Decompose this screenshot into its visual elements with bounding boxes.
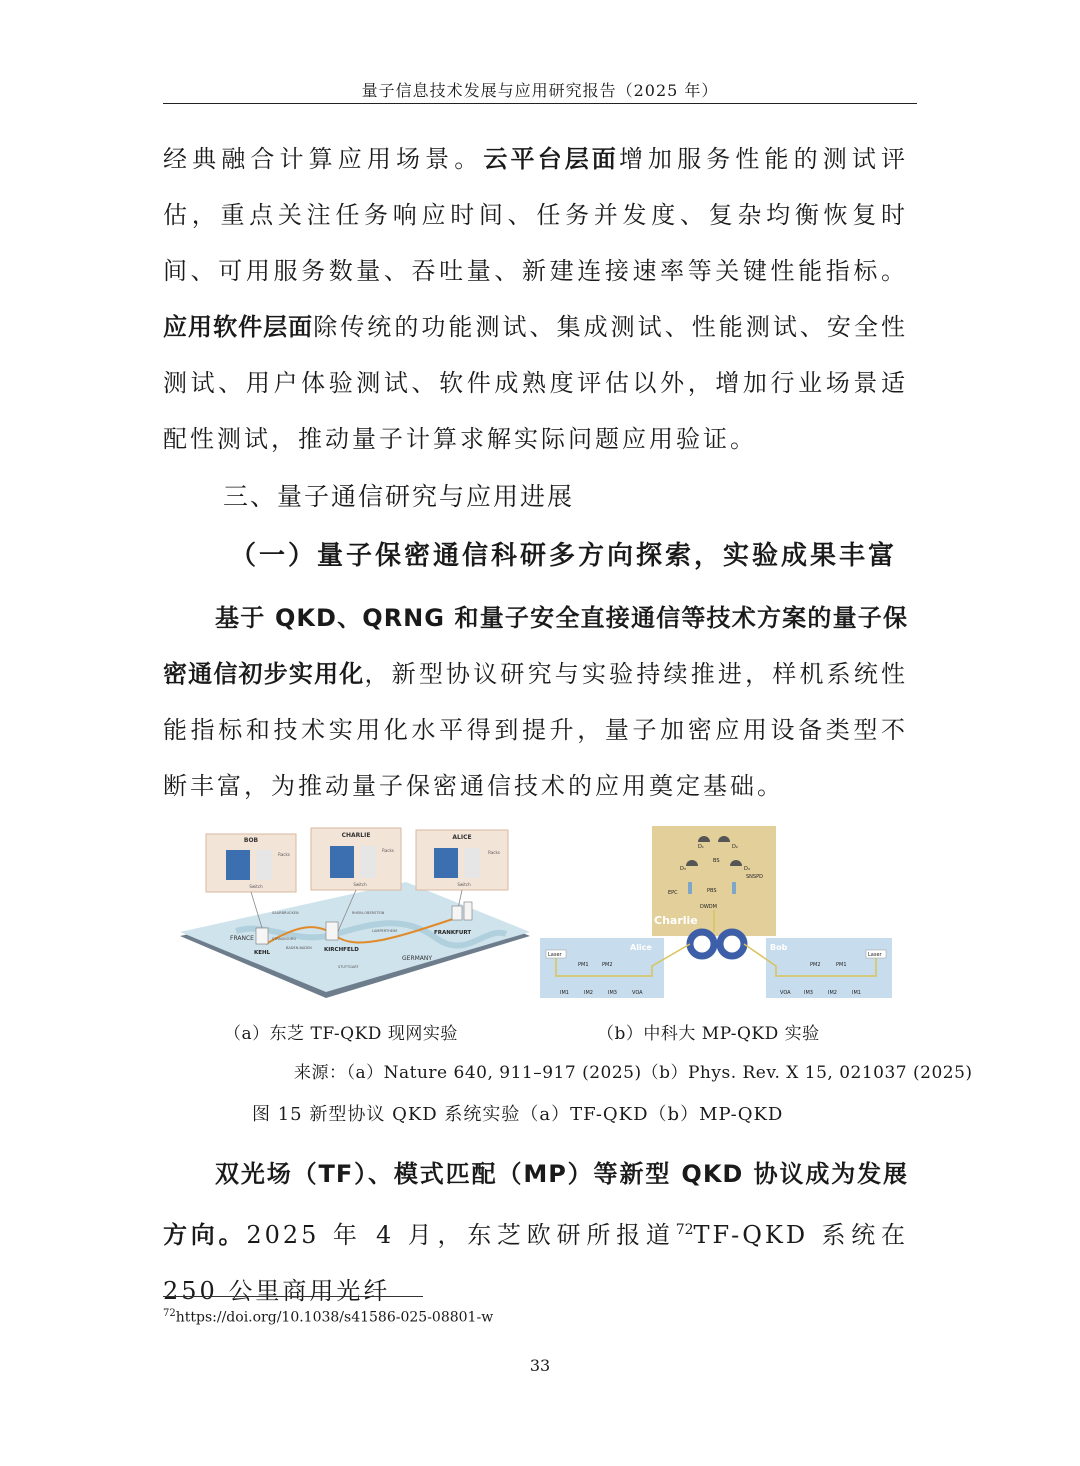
paragraph-2 — [163, 590, 908, 814]
figure-source: 来源：（a）Nature 640, 911–917 (2025)（b）Phys. Rev. X 15, 021037 (2025) — [294, 1063, 973, 1083]
footnote-number: 72 — [163, 1308, 176, 1319]
switch-label-charlie: Switch — [353, 882, 367, 887]
caption-b: （b）中科大 MP-QKD 实验 — [597, 1024, 820, 1044]
para1-bold-2: 应用软件层面 — [163, 313, 314, 341]
country-germany: GERMANY — [402, 955, 433, 962]
rack-label-alice: Racks — [488, 850, 500, 855]
para1-text-2: 增加服务性能的测试评估，重点关注任务响应时间、任务并发度、复杂均衡恢复时间、可用服务数量、吞吐量、新建连接速率等关键性能指标。 — [163, 145, 909, 285]
footnote — [163, 1308, 493, 1326]
page-number: 33 — [529, 1356, 551, 1375]
rack-label-charlie: Racks — [382, 848, 394, 853]
place-lampertheim: LAMPERTHEIM — [372, 929, 397, 933]
switch-label-alice: Switch — [457, 882, 471, 887]
figure-tf-qkd — [176, 826, 534, 1004]
city-frankfurt: FRANKFURT — [434, 930, 472, 936]
place-saarbrucken: SAARBRUCKEN — [272, 911, 299, 915]
node-bob-label: BOB — [243, 837, 259, 844]
alice-label: Alice — [630, 943, 652, 952]
para2-text: ，新型协议研究与实验持续推进，样机系统性能指标和技术实用化水平得到提升，量子加密应用设备类型不断丰富，为推动量子保密通信技术的应用奠定基础。 — [163, 660, 909, 800]
para3-text-2: TF-QKD 系统在 250 公里商用光纤 — [163, 1221, 909, 1305]
footnote-rule — [163, 1296, 423, 1297]
alice-pm1: PM1 — [578, 962, 589, 968]
para3-text-1: 2025 年 4 月，东芝欧研所报道 — [246, 1221, 676, 1249]
para2-bold: 基于 QKD、QRNG 和量子安全直接通信等技术方案的量子保密通信初步实用化 — [163, 604, 908, 688]
bob-pm1: PM1 — [836, 962, 847, 968]
component-dwdm: DWDM — [700, 904, 717, 910]
bob-label: Bob — [770, 943, 788, 952]
subsection-heading: （一）量子保密通信科研多方向探索，实验成果丰富 — [230, 541, 898, 571]
component-bs: BS — [713, 858, 720, 864]
alice-im2: IM2 — [584, 990, 593, 996]
alice-im3: IM3 — [608, 990, 617, 996]
bob-pm2: PM2 — [810, 962, 821, 968]
component-epc: EPC — [668, 890, 678, 896]
figure-mp-qkd — [540, 826, 902, 1004]
para1-text-1: 经典融合计算应用场景。 — [163, 145, 484, 173]
place-stuttgart: STUTTGART — [338, 965, 359, 969]
bob-im2: IM2 — [828, 990, 837, 996]
alice-laser-label: Laser — [548, 952, 562, 958]
alice-pm2: PM2 — [602, 962, 613, 968]
caption-a: （a）东芝 TF-QKD 现网实验 — [224, 1024, 458, 1044]
component-d1: D₁ — [698, 844, 704, 850]
bob-im1: IM1 — [852, 990, 861, 996]
component-pbs: PBS — [707, 888, 717, 894]
header-rule — [163, 103, 917, 104]
city-kehl: KEHL — [254, 950, 271, 956]
para1-text-3: 除传统的功能测试、集成测试、性能测试、安全性测试、用户体验测试、软件成熟度评估以外，增加行业场景适配性测试，推动量子计算求解实际问题应用验证。 — [163, 313, 909, 453]
para1-bold-1: 云平台层面 — [483, 145, 619, 173]
component-d4: D₄ — [744, 866, 750, 872]
section-heading: 三、量子通信研究与应用进展 — [223, 482, 575, 511]
component-d2: D₂ — [732, 844, 738, 850]
para3-bold: 双光场（TF）、模式匹配（MP）等新型 QKD 协议成为发展方向。 — [163, 1160, 908, 1249]
bob-voa: VOA — [780, 990, 791, 996]
bob-laser-label: Laser — [868, 952, 882, 958]
place-rhein-oberstein: RHEIN-OBERSTEIN — [352, 911, 385, 915]
bob-im3: IM3 — [804, 990, 813, 996]
charlie-label: Charlie — [654, 914, 698, 927]
component-d3: D₃ — [680, 866, 686, 872]
figure-title: 图 15 新型协议 QKD 系统实验（a）TF-QKD（b）MP-QKD — [252, 1104, 784, 1125]
node-alice-label: ALICE — [452, 834, 472, 841]
rack-label-bob: Racks — [278, 852, 290, 857]
paragraph-1 — [163, 131, 908, 467]
place-baden-baden: BADEN-BADEN — [286, 946, 312, 950]
country-france: FRANCE — [230, 935, 254, 942]
node-charlie-label: CHARLIE — [341, 832, 371, 839]
place-strasbourg: STRASBOURG — [272, 937, 297, 941]
page-header: 量子信息技术发展与应用研究报告（2025 年） — [361, 81, 719, 100]
paragraph-3 — [163, 1146, 908, 1319]
switch-label-bob: Switch — [249, 884, 263, 889]
city-kirchfeld: KIRCHFELD — [324, 947, 359, 953]
alice-im1: IM1 — [560, 990, 569, 996]
alice-voa: VOA — [632, 990, 643, 996]
footnote-ref[interactable]: 72 — [675, 1222, 694, 1238]
footnote-link[interactable]: https://doi.org/10.1038/s41586-025-08801-w — [175, 1309, 494, 1326]
component-snspd: SNSPD — [746, 874, 763, 880]
